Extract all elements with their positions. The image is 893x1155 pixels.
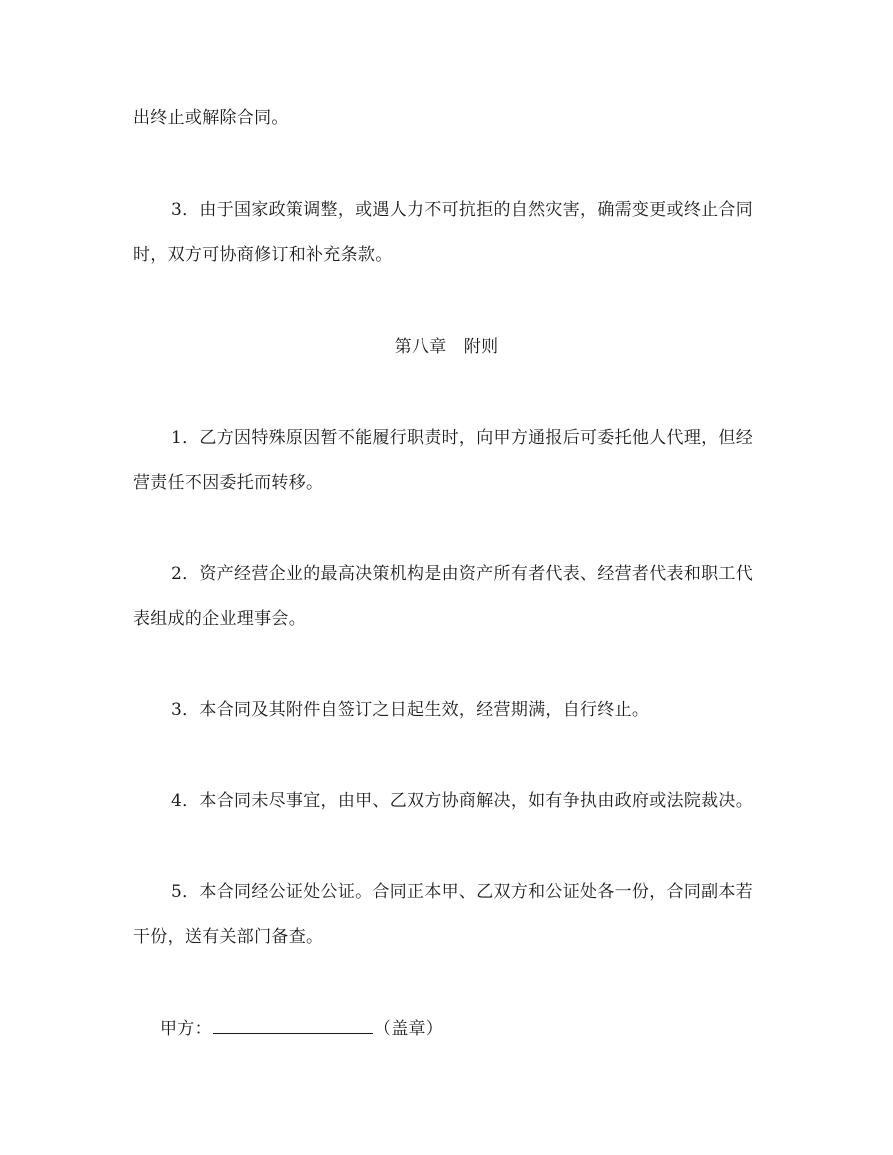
article-4-line-1: 4．本合同未尽事宜，由甲、乙双方协商解决，如有争执由政府或法院裁决。 — [171, 791, 754, 811]
signature-blank[interactable] — [213, 1017, 373, 1034]
article-1-line-1: 1．乙方因特殊原因暂不能履行职责时，向甲方通报后可委托他人代理，但经 — [171, 428, 754, 448]
clause-3-line-1: 3．由于国家政策调整，或遇人力不可抗拒的自然灾害，确需变更或终止合同 — [171, 200, 754, 220]
party-a-seal-note: （盖章） — [373, 1019, 444, 1039]
article-2-line-1: 2．资产经营企业的最高决策机构是由资产所有者代表、经营者代表和职工代 — [171, 564, 754, 584]
paragraph-continuation: 出终止或解除合同。 — [133, 108, 289, 128]
article-5-line-2: 干份，送有关部门备查。 — [133, 927, 324, 947]
party-a-signature-line — [160, 1017, 443, 1040]
article-1-line-2: 营责任不因委托而转移。 — [133, 473, 324, 493]
chapter-heading: 第八章 附则 — [394, 337, 499, 357]
party-a-label: 甲方： — [160, 1019, 212, 1039]
clause-3-line-2: 时，双方可协商修订和补充条款。 — [133, 245, 393, 265]
article-5-line-1: 5．本合同经公证处公证。合同正本甲、乙双方和公证处各一份，合同副本若 — [171, 882, 754, 902]
article-2-line-2: 表组成的企业理事会。 — [133, 609, 306, 629]
article-3-line-1: 3．本合同及其附件自签订之日起生效，经营期满，自行终止。 — [171, 700, 650, 720]
